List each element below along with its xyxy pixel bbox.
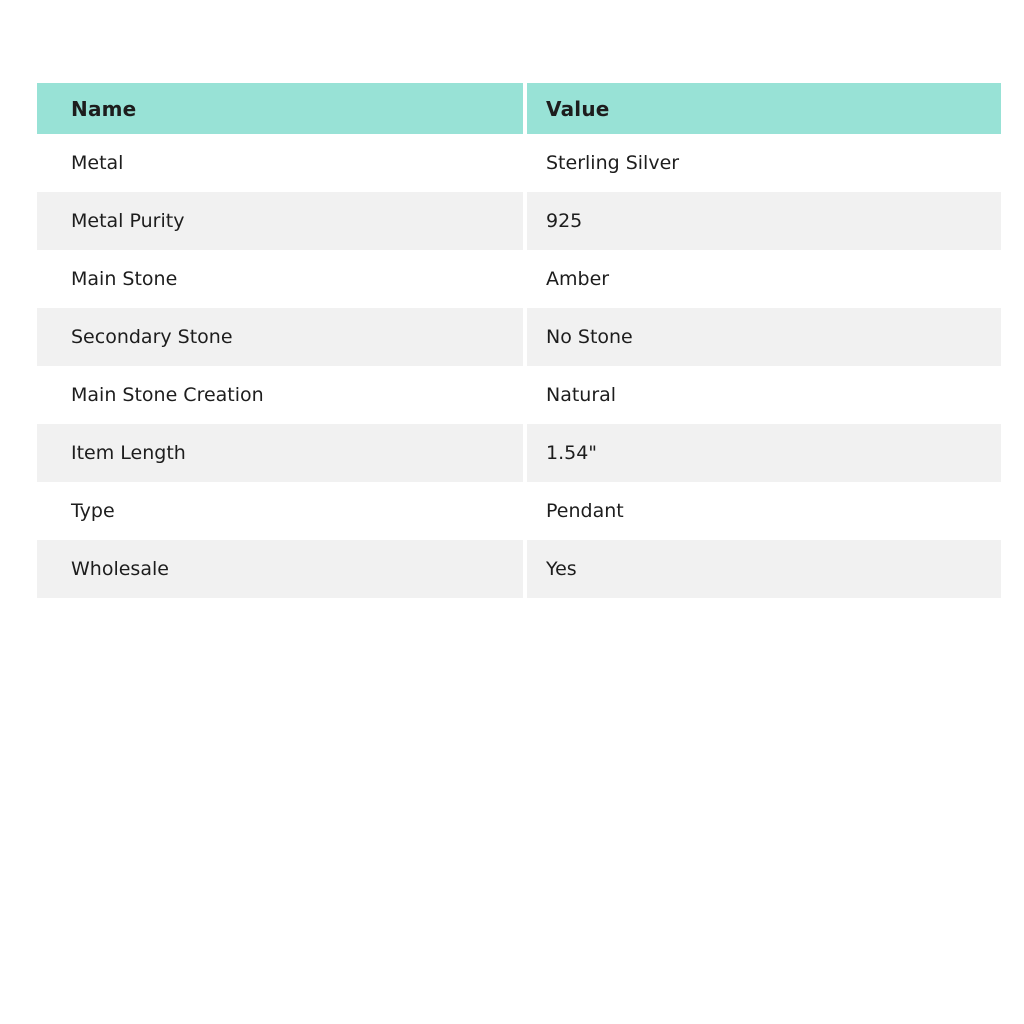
attribute-name-cell: Type: [37, 482, 527, 540]
table-row: [37, 366, 1001, 424]
attribute-value-cell: No Stone: [527, 308, 1001, 366]
column-header-name: Name: [37, 83, 527, 134]
attribute-name-cell: Main Stone Creation: [37, 366, 527, 424]
table-row: [37, 482, 1001, 540]
attribute-value-cell: Yes: [527, 540, 1001, 598]
table-header-row: [37, 83, 1001, 134]
attribute-value-cell: Natural: [527, 366, 1001, 424]
table-row: [37, 250, 1001, 308]
attribute-name-cell: Main Stone: [37, 250, 527, 308]
attribute-name-cell: Wholesale: [37, 540, 527, 598]
product-attributes-table-container: [37, 83, 1001, 598]
attribute-name-cell: Secondary Stone: [37, 308, 527, 366]
table-row: [37, 308, 1001, 366]
attribute-name-cell: Metal Purity: [37, 192, 527, 250]
attribute-value-cell: Sterling Silver: [527, 134, 1001, 192]
attribute-name-cell: Metal: [37, 134, 527, 192]
table-row: [37, 134, 1001, 192]
attribute-name-cell: Item Length: [37, 424, 527, 482]
column-header-value: Value: [527, 83, 1001, 134]
table-row: [37, 424, 1001, 482]
attribute-value-cell: Amber: [527, 250, 1001, 308]
attribute-value-cell: 1.54": [527, 424, 1001, 482]
attribute-value-cell: Pendant: [527, 482, 1001, 540]
table-body: [37, 134, 1001, 598]
table-row: [37, 540, 1001, 598]
product-attributes-table: [37, 83, 1001, 598]
table-row: [37, 192, 1001, 250]
attribute-value-cell: 925: [527, 192, 1001, 250]
